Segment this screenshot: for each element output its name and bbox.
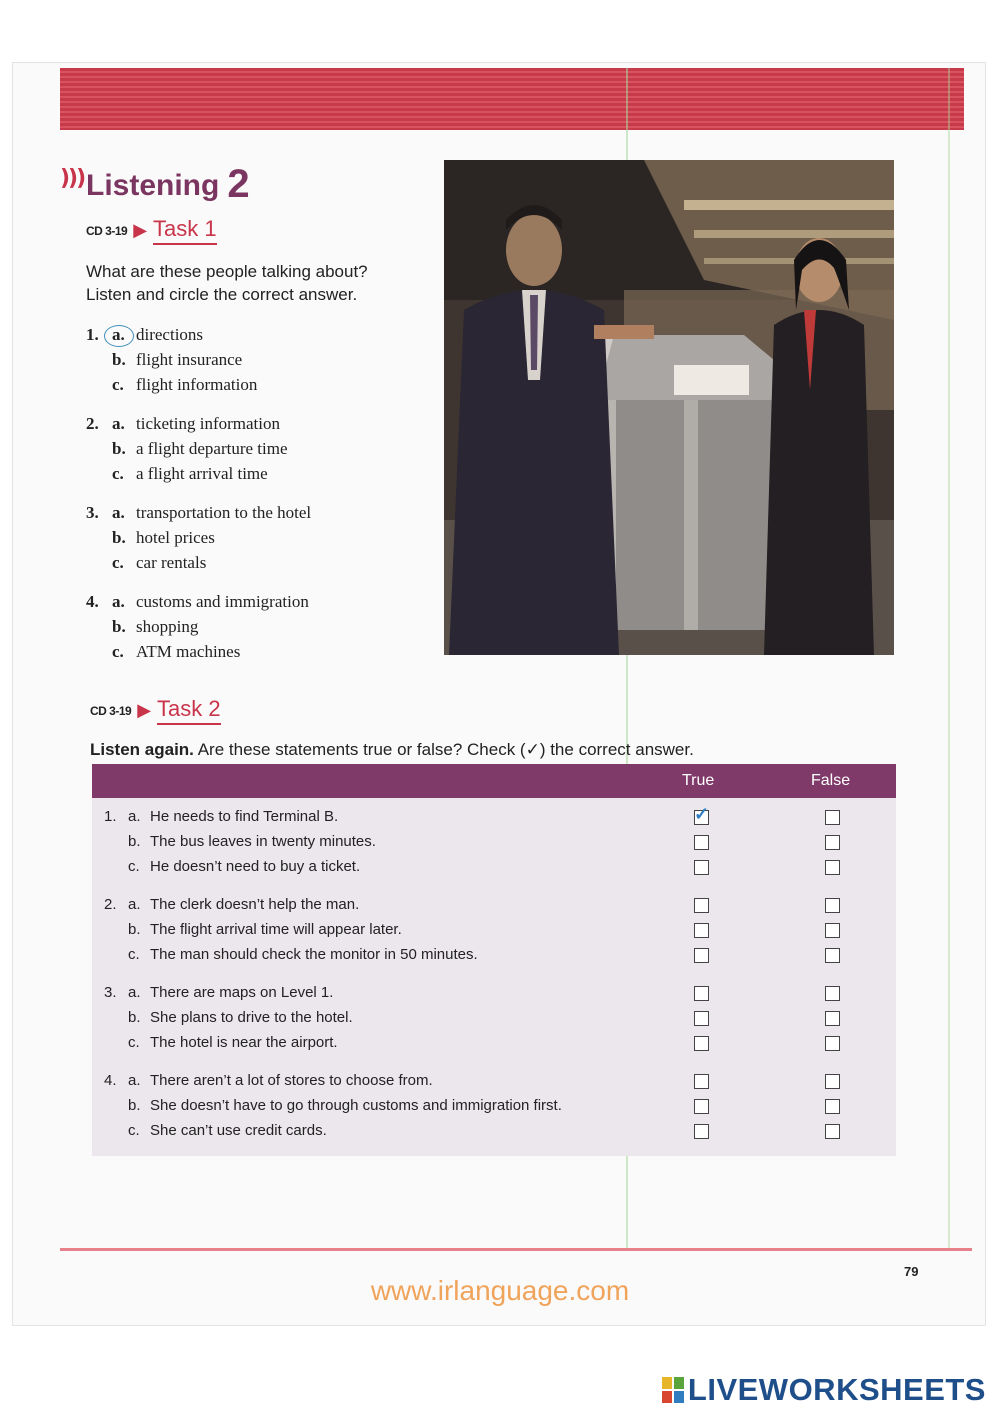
statement-text: The bus leaves in twenty minutes. bbox=[150, 833, 376, 850]
option-text: ATM machines bbox=[136, 642, 241, 661]
question-number: 2. bbox=[86, 414, 99, 433]
answer-option[interactable] bbox=[86, 500, 436, 525]
answer-option[interactable] bbox=[86, 372, 436, 397]
section-title-word: Listening bbox=[86, 169, 220, 202]
false-checkbox[interactable] bbox=[825, 1099, 840, 1114]
question-number: 3. bbox=[86, 503, 99, 522]
option-letter: b. bbox=[112, 439, 126, 458]
true-checkbox[interactable] bbox=[694, 804, 710, 825]
answer-option[interactable] bbox=[86, 411, 436, 436]
photo-illustration bbox=[444, 160, 894, 655]
statement-text: There are maps on Level 1. bbox=[150, 984, 334, 1001]
liveworksheets-brand-text: LIVEWORKSHEETS bbox=[687, 1372, 986, 1407]
statement-text: She plans to drive to the hotel. bbox=[150, 1009, 353, 1026]
option-letter: c. bbox=[112, 642, 124, 661]
statement-text: The hotel is near the airport. bbox=[150, 1034, 338, 1051]
answer-option[interactable] bbox=[86, 589, 436, 614]
table-row bbox=[92, 1122, 896, 1146]
question-1 bbox=[86, 322, 436, 397]
option-text: car rentals bbox=[136, 553, 207, 572]
true-checkbox[interactable] bbox=[694, 1099, 709, 1114]
option-text: a flight arrival time bbox=[136, 464, 268, 483]
answer-option[interactable] bbox=[86, 347, 436, 372]
table-row bbox=[92, 1009, 896, 1033]
true-checkbox[interactable] bbox=[694, 1074, 709, 1089]
column-true: True bbox=[682, 772, 715, 789]
statement-text: She can’t use credit cards. bbox=[150, 1122, 327, 1139]
statement-number: 4. bbox=[104, 1072, 117, 1089]
option-letter: b. bbox=[112, 617, 126, 636]
sound-wave-icon: ))) bbox=[60, 166, 85, 191]
statement-text: He doesn’t need to buy a ticket. bbox=[150, 858, 361, 875]
statement-letter: c. bbox=[128, 858, 140, 875]
option-text: flight information bbox=[136, 375, 258, 394]
true-checkbox[interactable] bbox=[694, 986, 709, 1001]
option-text: transportation to the hotel bbox=[136, 503, 312, 522]
table-row bbox=[92, 833, 896, 857]
option-letter: a. bbox=[112, 592, 125, 611]
option-text: ticketing information bbox=[136, 414, 280, 433]
question-4 bbox=[86, 589, 436, 664]
answer-option[interactable] bbox=[86, 525, 436, 550]
true-checkbox[interactable] bbox=[694, 948, 709, 963]
table-row bbox=[92, 946, 896, 970]
answer-option[interactable] bbox=[86, 322, 436, 347]
task1-instructions bbox=[86, 260, 368, 306]
option-letter: c. bbox=[112, 464, 124, 483]
true-checkbox[interactable] bbox=[694, 923, 709, 938]
watermark-link[interactable]: www.irlanguage.com bbox=[370, 1275, 630, 1306]
table-header bbox=[92, 764, 896, 798]
page-number: 79 bbox=[904, 1264, 919, 1279]
option-letter: b. bbox=[112, 528, 126, 547]
liveworksheets-logo[interactable] bbox=[662, 1372, 986, 1408]
statement-number: 2. bbox=[104, 896, 117, 913]
table-row bbox=[92, 858, 896, 882]
question-2 bbox=[86, 411, 436, 486]
false-checkbox[interactable] bbox=[825, 1036, 840, 1051]
footer-divider bbox=[60, 1248, 972, 1251]
false-checkbox[interactable] bbox=[825, 898, 840, 913]
airport-checkin-photo bbox=[444, 160, 894, 655]
scan-line bbox=[948, 68, 950, 1248]
true-checkbox[interactable] bbox=[694, 1124, 709, 1139]
task2-instruction-bold: Listen again. bbox=[90, 740, 194, 759]
option-letter: a. bbox=[112, 414, 125, 433]
top-banner bbox=[60, 68, 964, 130]
task1-title: Task 1 bbox=[153, 216, 217, 245]
task2-instructions bbox=[90, 738, 694, 761]
option-letter: a. bbox=[112, 325, 125, 344]
option-text: customs and immigration bbox=[136, 592, 309, 611]
true-checkbox[interactable] bbox=[694, 1011, 709, 1026]
answer-option[interactable] bbox=[86, 436, 436, 461]
statement-text: She doesn’t have to go through customs and immigration first. bbox=[150, 1097, 562, 1114]
false-checkbox[interactable] bbox=[825, 810, 840, 825]
false-checkbox[interactable] bbox=[825, 986, 840, 1001]
task2-instruction-rest: Are these statements true or false? Check (✓) the correct answer. bbox=[193, 740, 694, 759]
table-row bbox=[92, 921, 896, 945]
section-title-number: 2 bbox=[227, 162, 250, 206]
true-checkbox[interactable] bbox=[694, 898, 709, 913]
task2-header bbox=[90, 696, 221, 725]
false-checkbox[interactable] bbox=[825, 923, 840, 938]
check-mark-icon: ✓ bbox=[694, 804, 710, 824]
statement-text: The man should check the monitor in 50 minutes. bbox=[150, 946, 478, 963]
statement-letter: c. bbox=[128, 946, 140, 963]
cd-track-label: CD 3-19 bbox=[90, 703, 132, 718]
statement-text: The clerk doesn’t help the man. bbox=[150, 896, 360, 913]
statement-letter: c. bbox=[128, 1122, 140, 1139]
statement-letter: b. bbox=[128, 833, 141, 850]
statement-letter: b. bbox=[128, 1009, 141, 1026]
option-text: directions bbox=[136, 325, 204, 344]
task1-instruction-line1: What are these people talking about? bbox=[86, 262, 368, 281]
option-letter: c. bbox=[112, 375, 124, 394]
statement-letter: c. bbox=[128, 1034, 140, 1051]
false-checkbox[interactable] bbox=[825, 860, 840, 875]
statement-text: There aren’t a lot of stores to choose from. bbox=[150, 1072, 433, 1089]
statement-letter: a. bbox=[128, 984, 141, 1001]
liveworksheets-grid-icon bbox=[662, 1377, 684, 1403]
false-checkbox[interactable] bbox=[825, 1011, 840, 1026]
question-3 bbox=[86, 500, 436, 575]
true-false-table bbox=[92, 764, 896, 1156]
question-number: 4. bbox=[86, 592, 99, 611]
option-text: shopping bbox=[136, 617, 199, 636]
statement-letter: a. bbox=[128, 896, 141, 913]
false-checkbox[interactable] bbox=[825, 835, 840, 850]
false-checkbox[interactable] bbox=[825, 1074, 840, 1089]
play-arrow-icon: ▶ bbox=[133, 220, 148, 240]
table-row bbox=[92, 896, 896, 920]
option-text: flight insurance bbox=[136, 350, 243, 369]
cd-track-label: CD 3-19 bbox=[86, 223, 128, 238]
task1-instruction-line2: Listen and circle the correct answer. bbox=[86, 285, 358, 304]
task2-title: Task 2 bbox=[157, 696, 221, 725]
statement-letter: b. bbox=[128, 1097, 141, 1114]
table-row bbox=[92, 984, 896, 1008]
option-text: a flight departure time bbox=[136, 439, 288, 458]
table-row bbox=[92, 1072, 896, 1096]
play-arrow-icon: ▶ bbox=[137, 700, 152, 720]
statement-letter: a. bbox=[128, 1072, 141, 1089]
statement-number: 1. bbox=[104, 808, 117, 825]
true-checkbox[interactable] bbox=[694, 835, 709, 850]
false-checkbox[interactable] bbox=[825, 1124, 840, 1139]
table-row bbox=[92, 804, 896, 832]
table-row bbox=[92, 1034, 896, 1058]
statement-letter: a. bbox=[128, 808, 141, 825]
true-checkbox[interactable] bbox=[694, 1036, 709, 1051]
statement-text: He needs to find Terminal B. bbox=[150, 808, 339, 825]
answer-option[interactable] bbox=[86, 550, 436, 575]
column-false: False bbox=[811, 772, 851, 789]
statement-number: 3. bbox=[104, 984, 117, 1001]
statement-letter: b. bbox=[128, 921, 141, 938]
table-row bbox=[92, 1097, 896, 1121]
false-checkbox[interactable] bbox=[825, 948, 840, 963]
option-letter: a. bbox=[112, 503, 125, 522]
option-text: hotel prices bbox=[136, 528, 215, 547]
question-number: 1. bbox=[86, 325, 99, 344]
true-checkbox[interactable] bbox=[694, 860, 709, 875]
answer-option[interactable] bbox=[86, 639, 436, 664]
answer-option[interactable] bbox=[86, 614, 436, 639]
task1-header bbox=[86, 216, 217, 245]
answer-option[interactable] bbox=[86, 461, 436, 486]
task1-question-list bbox=[86, 322, 436, 678]
option-letter: c. bbox=[112, 553, 124, 572]
statement-text: The flight arrival time will appear later. bbox=[150, 921, 402, 938]
section-title bbox=[86, 160, 250, 205]
option-letter: b. bbox=[112, 350, 126, 369]
